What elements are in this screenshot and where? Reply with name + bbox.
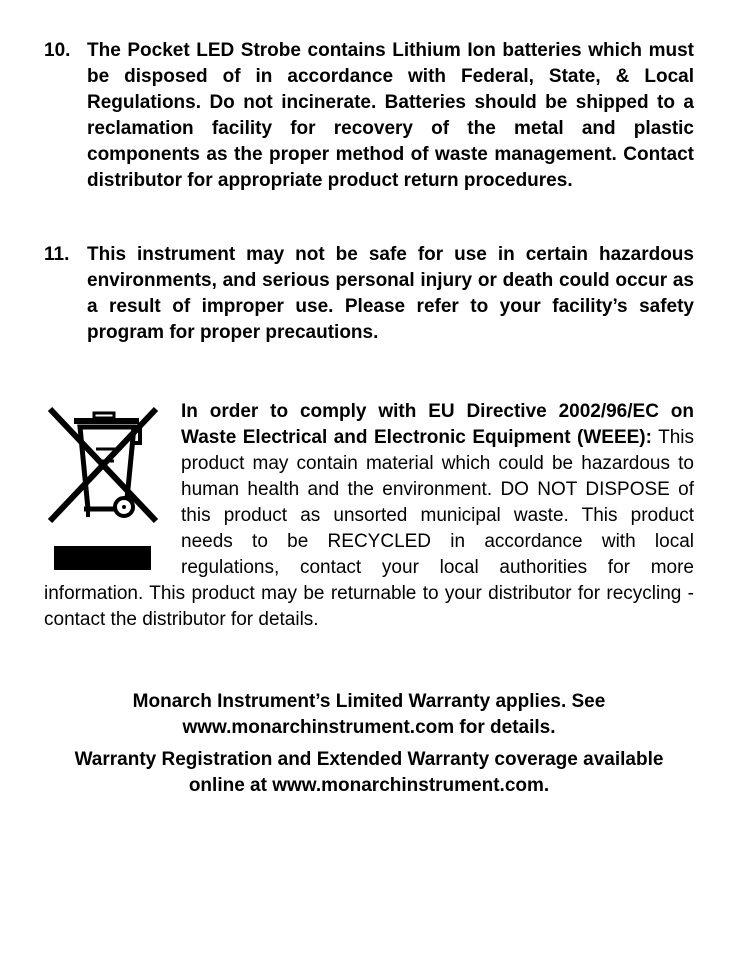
list-item-10	[44, 38, 694, 194]
weee-notice	[44, 399, 694, 633]
list-item-number: 10.	[44, 40, 71, 61]
list-item-text: The Pocket LED Strobe contains Lithium Ion batteries which must be disposed of in accordance with Federal, State, & Local Regulations. Do not incinerate. Batteries should be shipped to a reclamation facility for recovery of the metal and plastic components as the proper method of waste management. Contact distributor for appropriate product return procedures.	[87, 40, 694, 191]
crossed-out-wheelie-bin-icon	[44, 399, 181, 575]
weee-body-text: This product may contain material which could be hazardous to human health and the environment. DO NOT DISPOSE of this product as unsorted municipal waste. This product needs to be RECYCLED in accordance with local regulations, contact your local authorities for more information. This product may be returnable to your distributor for recycling - contact the distributor for details.	[44, 427, 695, 630]
warranty-registration-note: Warranty Registration and Extended Warranty coverage available online at www.monarchinstrument.com.	[74, 749, 664, 796]
list-item-text: This instrument may not be safe for use in certain hazardous environments, and serious personal injury or death could occur as a result of improper use. Please refer to your facility’s safety program for proper precautions.	[87, 244, 694, 343]
list-item-number: 11.	[44, 244, 70, 265]
limited-warranty-note: Monarch Instrument’s Limited Warranty applies. See www.monarchinstrument.com for details.	[132, 691, 606, 738]
list-item-11	[44, 242, 694, 346]
weee-lead-text: In order to comply with EU Directive 2002/96/EC on Waste Electrical and Electronic Equipment (WEEE):	[181, 401, 694, 448]
